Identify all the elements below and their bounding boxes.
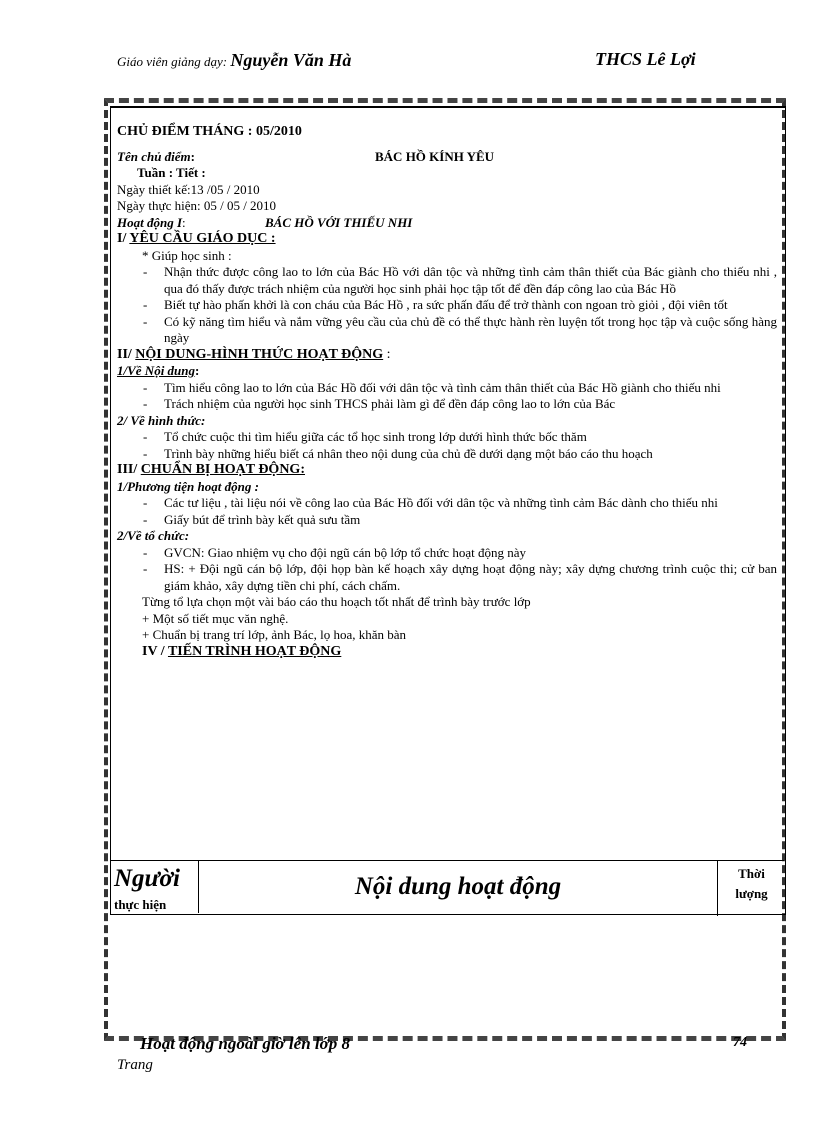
subsection-content-title: 1/Về Nội dung [117, 363, 196, 378]
list-item: - Trình bày những hiểu biết cá nhân theo nội dung của chủ đề dưới dạng một báo cáo thu hoạch [143, 445, 653, 461]
subsection-form-heading [117, 413, 777, 430]
section-2-heading [117, 347, 777, 364]
list-item: - Có kỹ năng tìm hiểu và nắm vững yêu cầu của chủ đề có thể thực hành rèn luyện tốt trong học tập và cuộc sống hàng ngày [143, 313, 777, 345]
section-3-number: III/ [117, 462, 141, 477]
extra-line: Từng tổ lựa chọn một vài báo cáo thu hoạch tốt nhất để trình bày trước lớp [142, 594, 531, 609]
column-performer-big: Người [114, 865, 180, 892]
subsection-form-title: 2/ Về hình thức [117, 412, 202, 428]
section-4-number: IV / [142, 643, 168, 659]
section-3-heading [117, 462, 777, 479]
subsection-means-title: 1/Phương tiện hoạt động : [117, 478, 259, 494]
list-item: - GVCN: Giao nhiệm vụ cho đội ngũ cán bộ lớp tổ chức hoạt động này [143, 544, 526, 560]
activity-title: BÁC HỒ VỚI THIẾU NHI [265, 214, 413, 230]
column-content-label: Nội dung hoạt động [354, 873, 562, 900]
column-duration [717, 861, 785, 916]
list-item: - Trách nhiệm của người học sinh THCS phải làm gì để đền đáp công lao to lớn của Bác [143, 396, 616, 411]
column-duration-line2: lượng [735, 886, 768, 901]
list-item: - Tìm hiểu công lao to lớn của Bác Hồ đối với dân tộc và tình cảm thân thiết của Bác Hồ giành cho thiếu nhi [143, 379, 721, 395]
list-item: - Giấy bút để trình bày kết quả sưu tầm [143, 511, 361, 527]
section-1-title: YÊU CẦU GIÁO DỤC : [129, 231, 276, 246]
activity-table-header [110, 860, 784, 913]
week-period: Tuần : Tiết : [137, 165, 206, 180]
section-4-title: TIẾN TRÌNH HOẠT ĐỘNG [167, 643, 342, 659]
teacher-header [117, 50, 351, 71]
theme-row [117, 149, 777, 166]
section-1-heading [117, 231, 777, 248]
design-date: Ngày thiết kế:13 /05 / 2010 [117, 181, 260, 197]
footer-trang: Trang [117, 1057, 153, 1073]
list-item: - Biết tự hào phấn khởi là con cháu của Bác Hồ , ra sức phấn đấu để trở thành con ngoan trò giỏi , đội viên tốt [143, 297, 728, 312]
list-item: - Các tư liệu , tài liệu nói về công lao của Bác Hồ đối với dân tộc và những tình cảm Bác dành cho thiếu nhi [143, 495, 718, 510]
teacher-name: Nguyễn Văn Hà [230, 50, 352, 70]
teacher-label: Giáo viên giảng dạy: [117, 54, 228, 69]
month-theme: CHỦ ĐIỂM THÁNG : 05/2010 [117, 124, 302, 139]
theme-colon: : [190, 148, 196, 164]
section-2-number: II/ [117, 346, 136, 362]
activity-row [117, 215, 777, 232]
column-performer-small: thực hiện [114, 897, 167, 912]
list-item: - Tổ chức cuộc thi tìm hiểu giữa các tổ học sinh trong lớp dưới hình thức bốc thăm [143, 429, 587, 444]
activity-colon: : [182, 214, 186, 230]
extra-line: + Một số tiết mục văn nghệ. [142, 610, 289, 626]
subsection-content-heading [117, 363, 777, 380]
section-4-heading [117, 644, 777, 661]
school-name: THCS Lê Lợi [595, 49, 696, 69]
teach-date: Ngày thực hiện: 05 / 05 / 2010 [117, 198, 277, 213]
column-content [199, 861, 717, 913]
extra-line: + Chuẩn bị trang trí lớp, ảnh Bác, lọ hoa, khăn bàn [142, 627, 407, 642]
section-2-title: NỘI DUNG-HÌNH THỨC HOẠT ĐỘNG [135, 346, 384, 362]
section-1-intro: * Giúp học sinh : [142, 247, 232, 263]
list-item: - HS: + Đội ngũ cán bộ lớp, đội họp bàn kế hoạch xây dựng hoạt động này; xây dựng chương trình cuộc thi; cử ban giám khảo, xây dựng tiền chi phí, cách chấm. [143, 561, 777, 593]
section-3-title: CHUẨN BỊ HOẠT ĐỘNG: [140, 462, 305, 477]
activity-label: Hoạt động I [117, 214, 183, 230]
subsection-org-title: 2/Về tổ chức: [117, 528, 190, 543]
subsection-form-colon: : [201, 412, 206, 428]
lesson-content [117, 124, 777, 660]
footer-title: Hoạt động ngoài giờ lên lớp 8 [140, 1034, 350, 1053]
subsection-content-colon: : [195, 363, 200, 378]
theme-value: BÁC HỒ KÍNH YÊU [375, 148, 495, 164]
section-1-number: I/ [117, 231, 130, 246]
list-item: - Nhận thức được công lao to lớn của Bác Hồ với dân tộc và những tình cảm thân thiết của Bác giành cho thiếu nhi , qua đó thấy được trách nhiệm của người học sinh phải học tập tốt để đền đáp công lao của Bác Hồ [143, 264, 777, 296]
theme-label: Tên chủ điểm [117, 148, 191, 164]
section-2-colon: : [383, 346, 391, 362]
column-performer [110, 861, 199, 913]
column-duration-line1: Thời [738, 866, 765, 881]
page-number: 74 [733, 1035, 747, 1050]
